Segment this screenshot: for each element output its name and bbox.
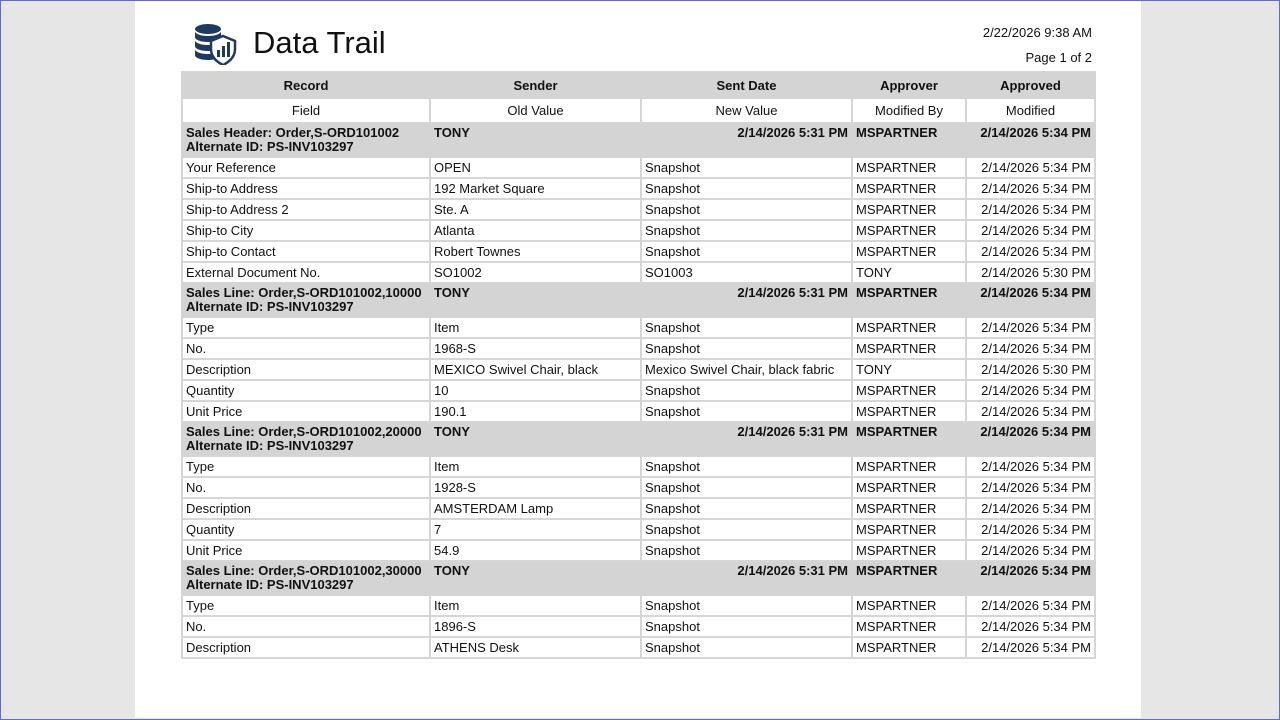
col-sender: Sender xyxy=(430,72,641,98)
modified-cell: 2/14/2026 5:34 PM xyxy=(966,178,1095,199)
record-cell xyxy=(182,123,430,157)
old-value-cell: Atlanta xyxy=(430,220,641,241)
table-row xyxy=(182,477,1095,498)
old-value-cell: SO1002 xyxy=(430,262,641,283)
new-value-cell: Snapshot xyxy=(641,157,852,178)
modified-by-cell: TONY xyxy=(852,359,966,380)
old-value-cell: 192 Market Square xyxy=(430,178,641,199)
old-value-cell: 1928-S xyxy=(430,477,641,498)
col-sent-date: Sent Date xyxy=(641,72,852,98)
field-cell: Your Reference xyxy=(182,157,430,178)
old-value-cell: 190.1 xyxy=(430,401,641,422)
col-modified: Modified xyxy=(966,98,1095,123)
modified-cell: 2/14/2026 5:34 PM xyxy=(966,317,1095,338)
field-cell: Ship-to Address 2 xyxy=(182,199,430,220)
modified-by-cell: MSPARTNER xyxy=(852,241,966,262)
modified-cell: 2/14/2026 5:34 PM xyxy=(966,637,1095,658)
field-cell: Quantity xyxy=(182,519,430,540)
sent-date-cell: 2/14/2026 5:31 PM xyxy=(641,422,852,456)
modified-cell: 2/14/2026 5:34 PM xyxy=(966,540,1095,561)
data-trail-table xyxy=(181,71,1096,659)
modified-by-cell: MSPARTNER xyxy=(852,540,966,561)
modified-cell: 2/14/2026 5:34 PM xyxy=(966,401,1095,422)
table-row xyxy=(182,456,1095,477)
table-row xyxy=(182,637,1095,658)
old-value-cell: Item xyxy=(430,317,641,338)
record-name: Sales Line: Order,S-ORD101002,20000 xyxy=(186,424,422,439)
field-cell: Type xyxy=(182,595,430,616)
field-cell: Description xyxy=(182,498,430,519)
old-value-cell: 1968-S xyxy=(430,338,641,359)
modified-cell: 2/14/2026 5:34 PM xyxy=(966,380,1095,401)
modified-by-cell: MSPARTNER xyxy=(852,338,966,359)
record-group-row xyxy=(182,123,1095,157)
sender-cell: TONY xyxy=(430,422,641,456)
new-value-cell: Snapshot xyxy=(641,519,852,540)
field-cell: Ship-to Address xyxy=(182,178,430,199)
field-cell: Ship-to City xyxy=(182,220,430,241)
table-row xyxy=(182,262,1095,283)
table-row xyxy=(182,498,1095,519)
table-row xyxy=(182,178,1095,199)
old-value-cell: Item xyxy=(430,456,641,477)
modified-cell: 2/14/2026 5:34 PM xyxy=(966,220,1095,241)
modified-cell: 2/14/2026 5:30 PM xyxy=(966,262,1095,283)
new-value-cell: SO1003 xyxy=(641,262,852,283)
new-value-cell: Snapshot xyxy=(641,540,852,561)
sent-date-cell: 2/14/2026 5:31 PM xyxy=(641,283,852,317)
approved-cell: 2/14/2026 5:34 PM xyxy=(966,422,1095,456)
table-row xyxy=(182,338,1095,359)
old-value-cell: 7 xyxy=(430,519,641,540)
table-row xyxy=(182,616,1095,637)
field-cell: No. xyxy=(182,477,430,498)
col-approver: Approver xyxy=(852,72,966,98)
old-value-cell: MEXICO Swivel Chair, black xyxy=(430,359,641,380)
old-value-cell: OPEN xyxy=(430,157,641,178)
modified-by-cell: MSPARTNER xyxy=(852,199,966,220)
approved-cell: 2/14/2026 5:34 PM xyxy=(966,123,1095,157)
sender-cell: TONY xyxy=(430,283,641,317)
old-value-cell: 54.9 xyxy=(430,540,641,561)
table-row xyxy=(182,401,1095,422)
modified-cell: 2/14/2026 5:34 PM xyxy=(966,241,1095,262)
modified-cell: 2/14/2026 5:34 PM xyxy=(966,498,1095,519)
col-modified-by: Modified By xyxy=(852,98,966,123)
modified-cell: 2/14/2026 5:30 PM xyxy=(966,359,1095,380)
table-row xyxy=(182,220,1095,241)
record-group-row xyxy=(182,422,1095,456)
record-name: Sales Header: Order,S-ORD101002 xyxy=(186,125,400,140)
old-value-cell: Robert Townes xyxy=(430,241,641,262)
modified-by-cell: MSPARTNER xyxy=(852,380,966,401)
record-cell xyxy=(182,283,430,317)
field-cell: Unit Price xyxy=(182,401,430,422)
old-value-cell: 1896-S xyxy=(430,616,641,637)
sent-date-cell: 2/14/2026 5:31 PM xyxy=(641,123,852,157)
new-value-cell: Snapshot xyxy=(641,338,852,359)
record-group-row xyxy=(182,283,1095,317)
record-name: Sales Line: Order,S-ORD101002,30000 xyxy=(186,563,422,578)
modified-by-cell: MSPARTNER xyxy=(852,595,966,616)
field-cell: No. xyxy=(182,616,430,637)
old-value-cell: Item xyxy=(430,595,641,616)
modified-cell: 2/14/2026 5:34 PM xyxy=(966,519,1095,540)
table-row xyxy=(182,359,1095,380)
old-value-cell: 10 xyxy=(430,380,641,401)
table-row xyxy=(182,317,1095,338)
modified-by-cell: MSPARTNER xyxy=(852,456,966,477)
new-value-cell: Snapshot xyxy=(641,220,852,241)
col-record: Record xyxy=(182,72,430,98)
table-row xyxy=(182,157,1095,178)
sent-date-cell: 2/14/2026 5:31 PM xyxy=(641,561,852,595)
sender-cell: TONY xyxy=(430,123,641,157)
modified-by-cell: MSPARTNER xyxy=(852,498,966,519)
approver-cell: MSPARTNER xyxy=(852,422,966,456)
field-cell: Ship-to Contact xyxy=(182,241,430,262)
new-value-cell: Snapshot xyxy=(641,477,852,498)
modified-by-cell: MSPARTNER xyxy=(852,157,966,178)
old-value-cell: ATHENS Desk xyxy=(430,637,641,658)
field-cell: Quantity xyxy=(182,380,430,401)
modified-by-cell: MSPARTNER xyxy=(852,178,966,199)
modified-by-cell: MSPARTNER xyxy=(852,637,966,658)
alternate-id: Alternate ID: PS-INV103297 xyxy=(186,438,354,453)
new-value-cell: Snapshot xyxy=(641,498,852,519)
alternate-id: Alternate ID: PS-INV103297 xyxy=(186,139,354,154)
alternate-id: Alternate ID: PS-INV103297 xyxy=(186,577,354,592)
report-datetime: 2/22/2026 9:38 AM xyxy=(982,25,1092,40)
new-value-cell: Snapshot xyxy=(641,456,852,477)
table-row xyxy=(182,540,1095,561)
new-value-cell: Snapshot xyxy=(641,595,852,616)
alternate-id: Alternate ID: PS-INV103297 xyxy=(186,299,354,314)
approver-cell: MSPARTNER xyxy=(852,123,966,157)
report-title: Data Trail xyxy=(253,25,386,60)
new-value-cell: Snapshot xyxy=(641,178,852,199)
modified-by-cell: TONY xyxy=(852,262,966,283)
field-cell: Description xyxy=(182,359,430,380)
field-cell: Unit Price xyxy=(182,540,430,561)
new-value-cell: Snapshot xyxy=(641,637,852,658)
sender-cell: TONY xyxy=(430,561,641,595)
approver-cell: MSPARTNER xyxy=(852,561,966,595)
modified-by-cell: MSPARTNER xyxy=(852,220,966,241)
approved-cell: 2/14/2026 5:34 PM xyxy=(966,283,1095,317)
table-row xyxy=(182,595,1095,616)
new-value-cell: Snapshot xyxy=(641,401,852,422)
modified-cell: 2/14/2026 5:34 PM xyxy=(966,199,1095,220)
modified-cell: 2/14/2026 5:34 PM xyxy=(966,456,1095,477)
table-row xyxy=(182,519,1095,540)
col-approved: Approved xyxy=(966,72,1095,98)
new-value-cell: Snapshot xyxy=(641,380,852,401)
modified-by-cell: MSPARTNER xyxy=(852,317,966,338)
col-field: Field xyxy=(182,98,430,123)
new-value-cell: Snapshot xyxy=(641,199,852,220)
modified-by-cell: MSPARTNER xyxy=(852,477,966,498)
field-cell: Type xyxy=(182,317,430,338)
modified-by-cell: MSPARTNER xyxy=(852,616,966,637)
record-group-row xyxy=(182,561,1095,595)
new-value-cell: Snapshot xyxy=(641,241,852,262)
modified-cell: 2/14/2026 5:34 PM xyxy=(966,616,1095,637)
table-row xyxy=(182,380,1095,401)
header-row-field xyxy=(182,98,1095,123)
approver-cell: MSPARTNER xyxy=(852,283,966,317)
modified-cell: 2/14/2026 5:34 PM xyxy=(966,157,1095,178)
record-cell xyxy=(182,422,430,456)
field-cell: No. xyxy=(182,338,430,359)
table-row xyxy=(182,199,1095,220)
report-page xyxy=(135,1,1141,718)
database-shield-chart-icon xyxy=(193,23,237,65)
old-value-cell: Ste. A xyxy=(430,199,641,220)
record-cell xyxy=(182,561,430,595)
page-number: Page 1 of 2 xyxy=(1025,50,1092,65)
col-old-value: Old Value xyxy=(430,98,641,123)
field-cell: Type xyxy=(182,456,430,477)
table-row xyxy=(182,241,1095,262)
header-row-record xyxy=(182,72,1095,98)
modified-by-cell: MSPARTNER xyxy=(852,401,966,422)
approved-cell: 2/14/2026 5:34 PM xyxy=(966,561,1095,595)
old-value-cell: AMSTERDAM Lamp xyxy=(430,498,641,519)
field-cell: External Document No. xyxy=(182,262,430,283)
new-value-cell: Snapshot xyxy=(641,616,852,637)
modified-cell: 2/14/2026 5:34 PM xyxy=(966,477,1095,498)
col-new-value: New Value xyxy=(641,98,852,123)
new-value-cell: Mexico Swivel Chair, black fabric xyxy=(641,359,852,380)
record-name: Sales Line: Order,S-ORD101002,10000 xyxy=(186,285,422,300)
field-cell: Description xyxy=(182,637,430,658)
modified-by-cell: MSPARTNER xyxy=(852,519,966,540)
new-value-cell: Snapshot xyxy=(641,317,852,338)
modified-cell: 2/14/2026 5:34 PM xyxy=(966,338,1095,359)
modified-cell: 2/14/2026 5:34 PM xyxy=(966,595,1095,616)
